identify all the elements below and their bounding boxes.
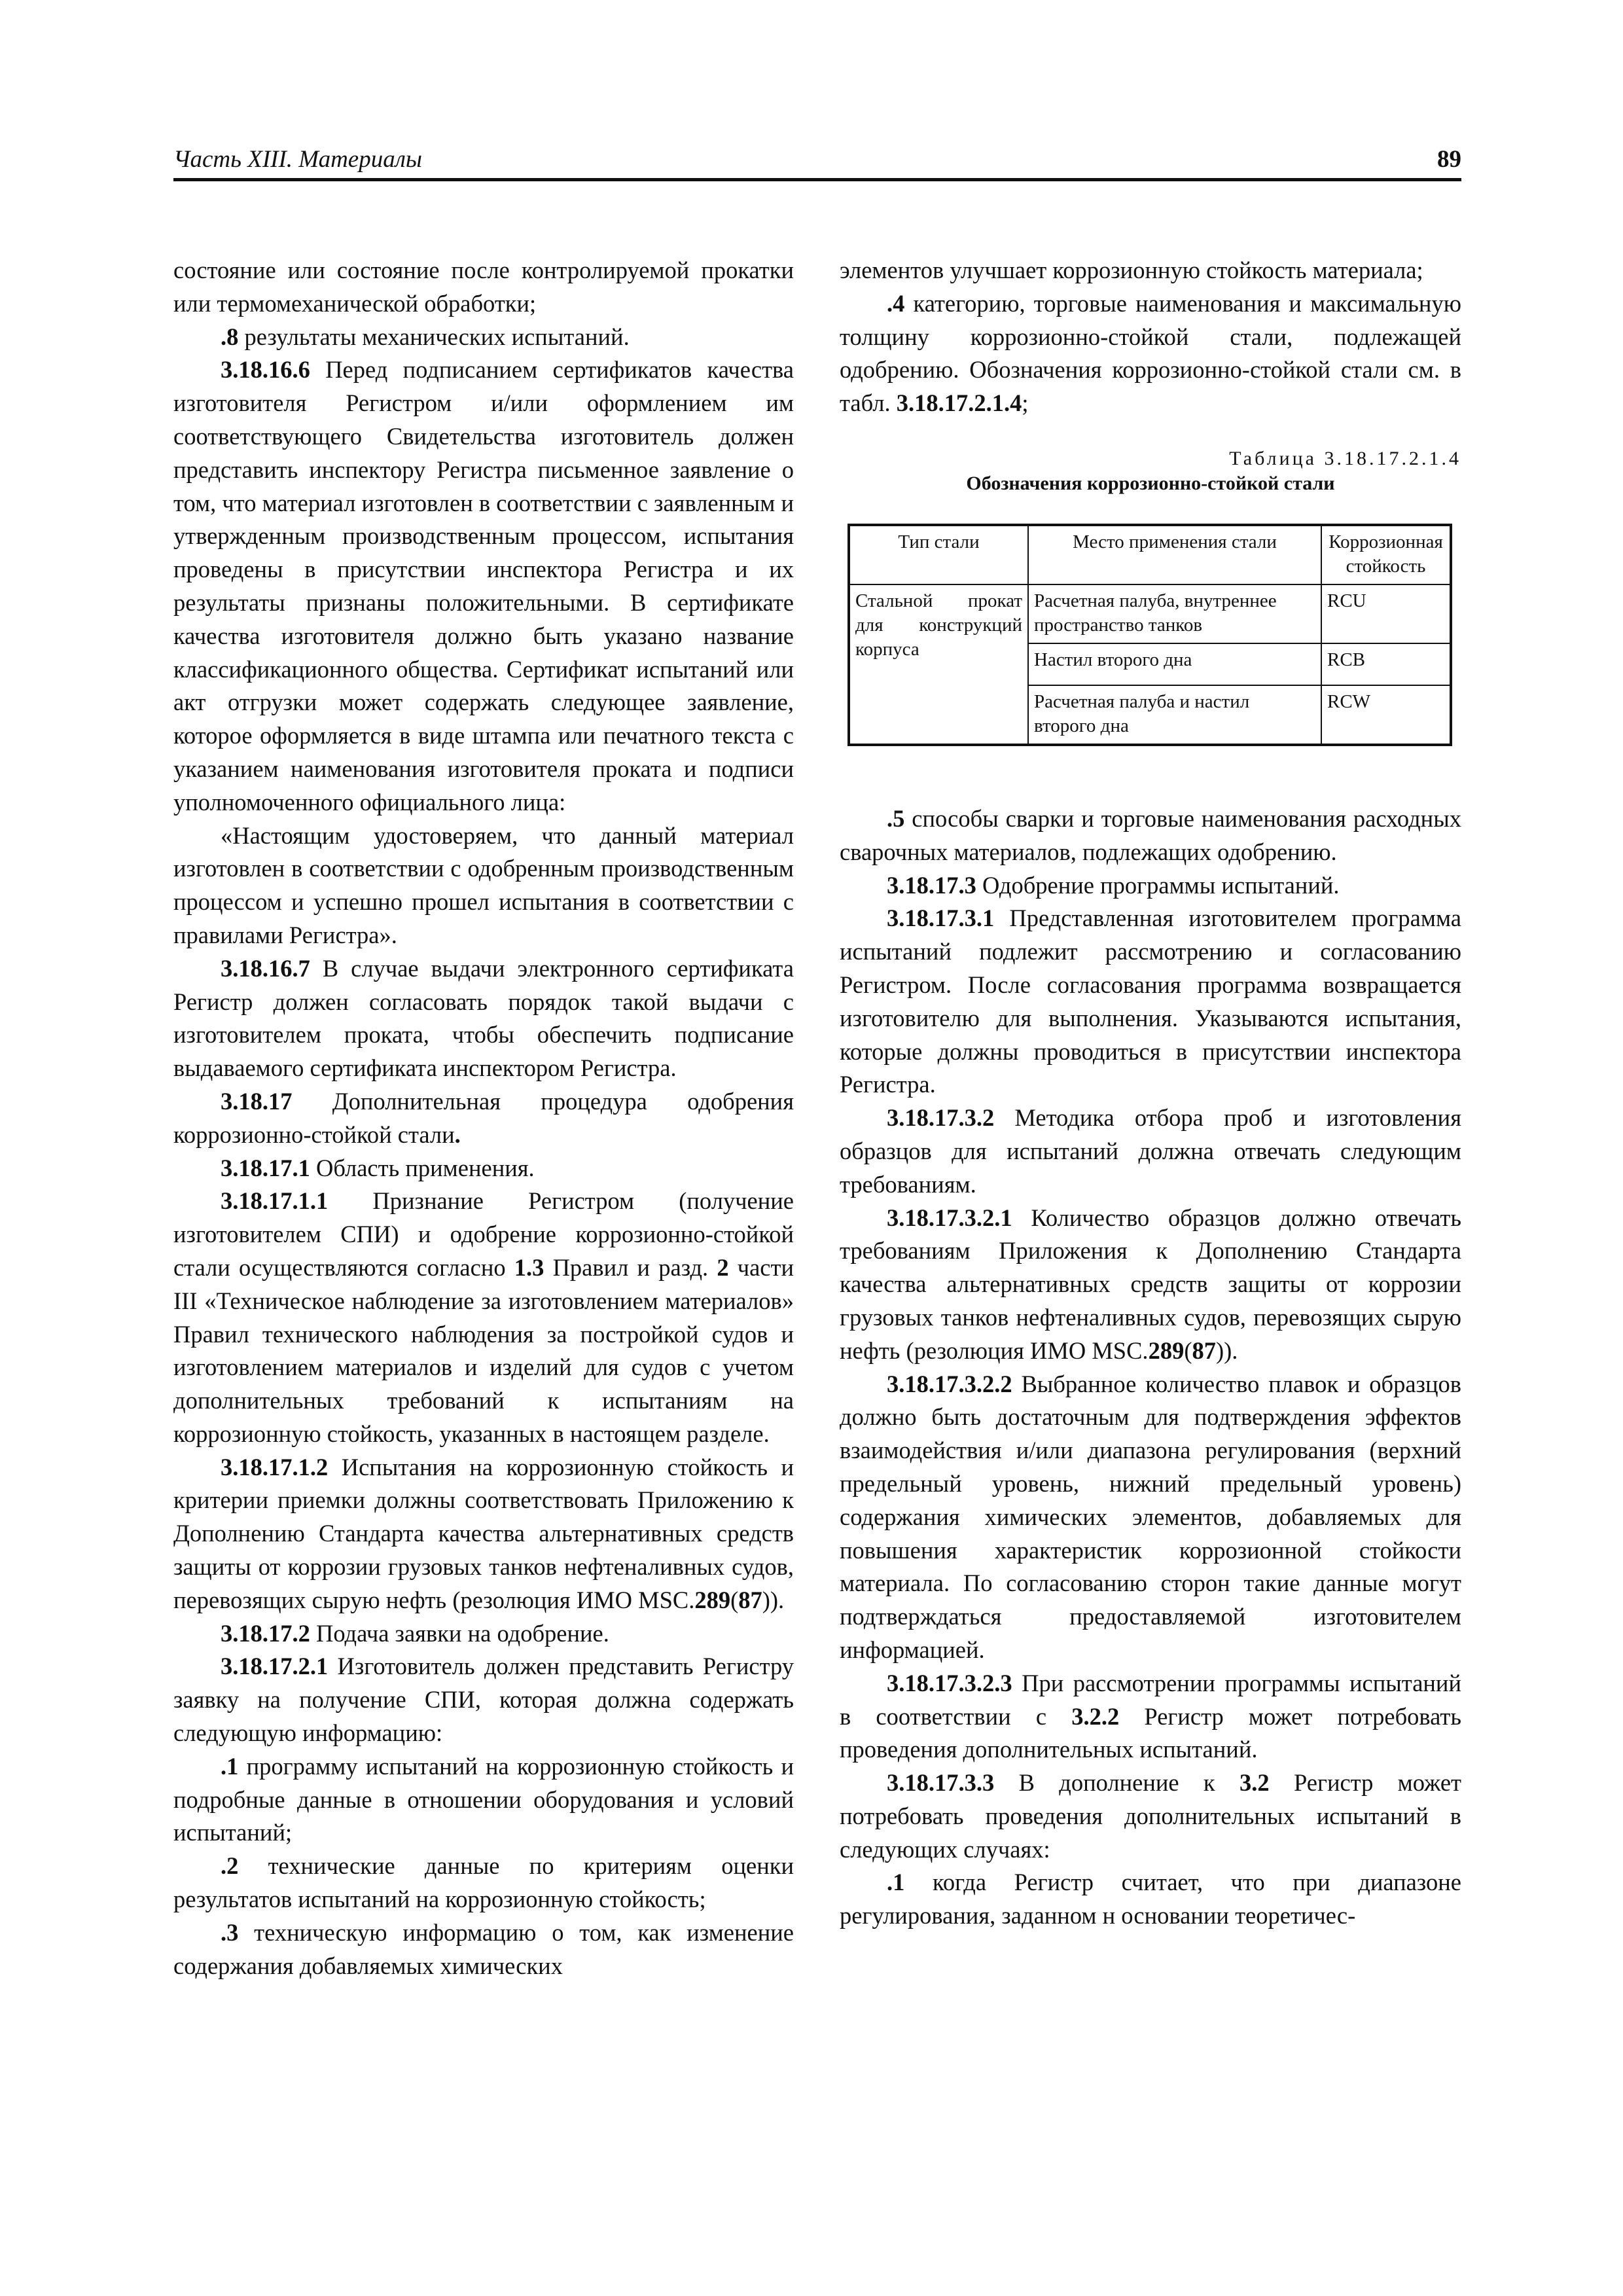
right-column [840,254,1461,1933]
paragraph: 3.18.17.2 Подача заявки на одобрение. [221,1619,609,1647]
steel-type-cell: Стальной прокат для конструкций корпуса [849,584,1028,745]
header-title: Часть XIII. Материалы [173,146,422,173]
left-column [173,254,794,1982]
paragraph: 3.18.17.1.2 Испытания на коррозионную стойкость и критерии приемки должны соответствовать Приложению к Дополнению Стандарта качества альтернативных средств защиты от коррозии грузовых танков нефтеналивных судов, перевозящих сырую нефть (резолюция ИМО MSC.289(87)). [173,1453,794,1613]
paragraph: .1 программу испытаний на коррозионную стойкость и подробные данные в отношении оборудования и условий испытаний; [173,1752,794,1846]
paragraph: .5 способы сварки и торговые наименования расходных сварочных материалов, подлежащих одобрению. [840,804,1461,865]
paragraph: .3 техническую информацию о том, как изменение содержания добавляемых химических [173,1918,794,1979]
table-header-cell: Коррозионная стойкость [1321,525,1451,584]
paragraph: 3.18.17.3.2 Методика отбора проб и изготовления образцов для испытаний должна отвечать следующим требованиям. [840,1104,1461,1198]
page-number: 89 [1437,146,1461,173]
right-column-top [840,254,1461,420]
paragraph: 3.18.17.1 Область применения. [221,1154,535,1181]
paragraph: 3.18.17.3.2.2 Выбранное количество плавок и образцов должно быть достаточным для подтверждения эффектов взаимодействия и/или диапазона регулирования (верхний предельный уровень, нижний предельный уровень) содержания химических элементов, добавляемых для повышения характеристик коррозионной стойкости материала. По согласованию сторон такие данные могут подтверждаться предоставляемой изготовителем информацией. [840,1370,1461,1663]
place-cell: Настил второго дна [1028,643,1321,685]
paragraph: .1 когда Регистр считает, что при диапазоне регулирования, заданном н основании теоретичес- [840,1869,1461,1929]
paragraph: состояние или состояние после контролируемой прокатки или термомеханической обработки; [173,257,794,317]
running-header [173,145,1461,181]
paragraph: элементов улучшает коррозионную стойкость материала; [840,257,1423,283]
table-header-cell: Тип стали [849,525,1028,584]
paragraph: 3.18.17.3.2.3 При рассмотрении программы испытаний в соответствии с 3.2.2 Регистр может потребовать проведения дополнительных испытаний. [840,1669,1461,1763]
paragraph: 3.18.17.3.3 В дополнение к 3.2 Регистр может потребовать проведения дополнительных испытаний в следующих случаях: [840,1769,1461,1863]
paragraph: .2 технические данные по критериям оценки результатов испытаний на коррозионную стойкость; [173,1852,794,1913]
paragraph: .4 категорию, торговые наименования и максимальную толщину коррозионно-стойкой стали, подлежащей одобрению. Обозначения коррозионно-стойкой стали см. в табл. 3.18.17.2.1.4; [840,289,1461,417]
code-cell: RCB [1321,643,1451,685]
code-cell: RCU [1321,584,1451,643]
table-row [849,584,1451,643]
code-cell: RCW [1321,685,1451,745]
table-header-cell: Место применения стали [1028,525,1321,584]
place-cell: Расчетная палуба, внутреннее пространство танков [1028,584,1321,643]
table-title: Обозначения коррозионно-стойкой стали [966,472,1335,494]
paragraph: 3.18.17.3.1 Представленная изготовителем программа испытаний подлежит рассмотрению и согласованию Регистром. После согласования программа возвращается изготовителю для выполнения. Указываются испытания, которые должны проводиться в присутствии инспектора Регистра. [840,905,1461,1098]
paragraph: «Настоящим удостоверяем, что данный материал изготовлен в соответствии с одобренным производственным процессом и успешно прошел испытания в соответствии с правилами Регистра». [173,821,794,948]
table-header-row [849,525,1451,584]
paragraph: 3.18.17.3 Одобрение программы испытаний. [887,871,1340,899]
paragraph: .8 результаты механических испытаний. [221,323,630,350]
paragraph: 3.18.17.2.1 Изготовитель должен представить Регистру заявку на получение СПИ, которая должна содержать следующую информацию: [173,1653,794,1747]
paragraph: 3.18.17.3.2.1 Количество образцов должно отвечать требованиям Приложения к Дополнению Стандарта качества альтернативных средств защиты от коррозии грузовых танков нефтеналивных судов, перевозящих сырую нефть (резолюция ИМО MSC.289(87)). [840,1204,1461,1364]
place-cell: Расчетная палуба и настил второго дна [1028,685,1321,745]
table-number: Таблица 3.18.17.2.1.4 [1229,447,1461,469]
right-column-bottom [840,802,1461,1933]
steel-designation-table [847,524,1452,746]
paragraph: 3.18.16.6 Перед подписанием сертификатов качества изготовителя Регистром и/или оформлением им соответствующего Свидетельства изготовитель должен представить инспектору Регистра письменное заявление о том, что материал изготовлен в соответствии с заявленным и утвержденным производственным процессом, испытания проведены в присутствии инспектора Регистра и их результаты признаны положительными. В сертификате качества изготовителя должно быть указано название классификационного общества. Сертификат испытаний или акт отгрузки может содержать следующее заявление, которое оформляется в виде штампа или печатного текста с указанием наименования изготовителя проката и подписи уполномоченного официального лица: [173,356,794,816]
paragraph: 3.18.17.1.1 Признание Регистром (получение изготовителем СПИ) и одобрение коррозионно-стойкой стали осуществляются согласно 1.3 Правил и разд. 2 части III «Техническое наблюдение за изготовлением материалов» Правил технического наблюдения за постройкой судов и изготовлением материалов и изделий для судов с учетом дополнительных требований к испытаниям на коррозионную стойкость, указанных в настоящем разделе. [173,1187,794,1447]
paragraph: 3.18.17 Дополнительная процедура одобрения коррозионно-стойкой стали. [173,1087,794,1148]
paragraph: 3.18.16.7 В случае выдачи электронного сертификата Регистр должен согласовать порядок такой выдачи с изготовителем проката, чтобы обеспечить подписание выдаваемого сертификата инспектором Регистра. [173,954,794,1082]
